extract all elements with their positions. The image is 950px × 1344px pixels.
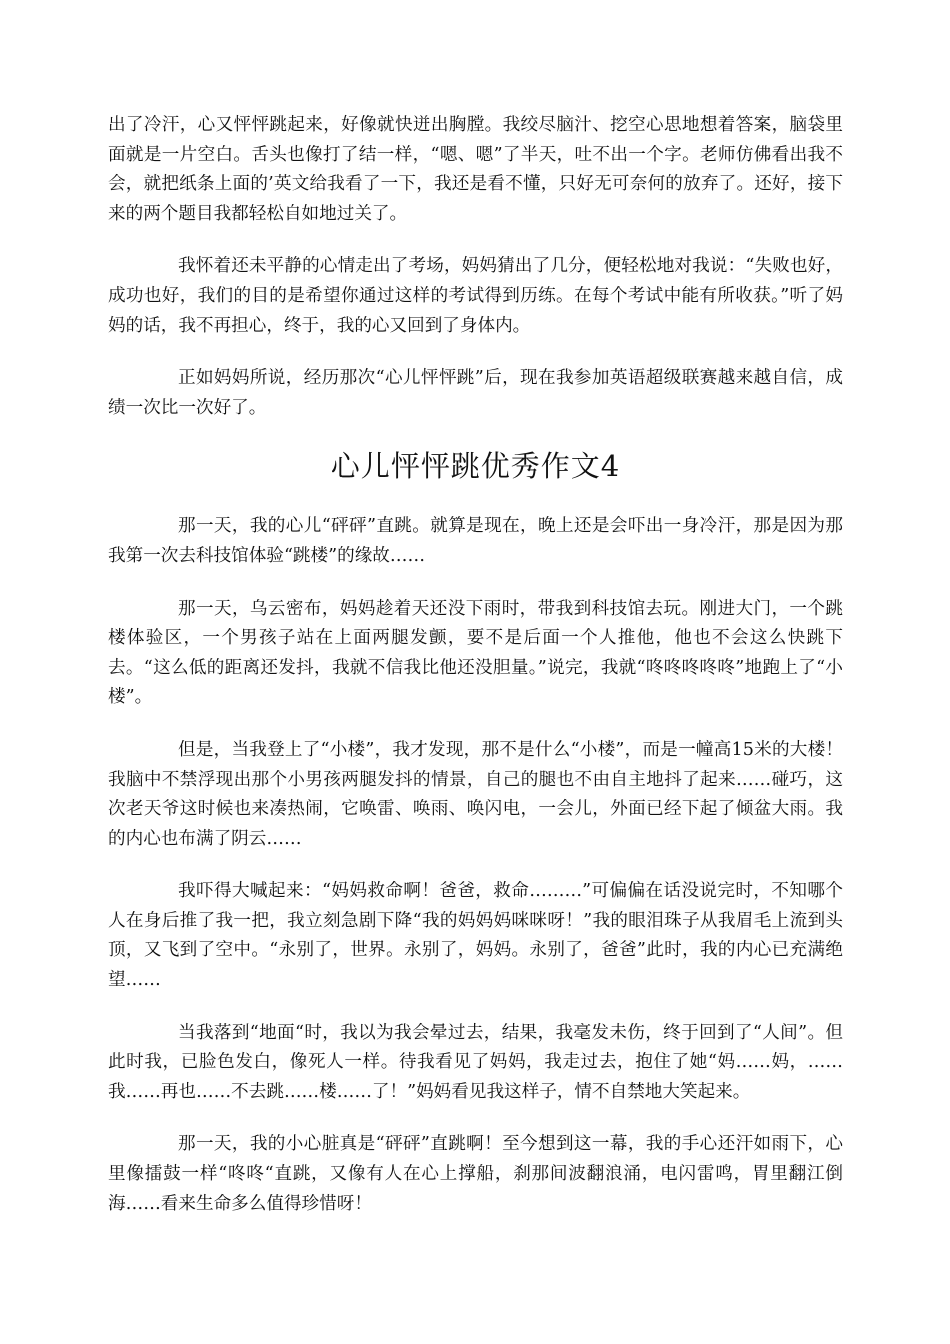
paragraph-ending: 那一天，我的小心脏真是“砰砰”直跳啊！至今想到这一幕，我的手心还汗如雨下，心里像擂鼓一样“咚咚“直跳，又像有人在心上撑船，刹那间波翻浪涌，电闪雷鸣，胃里翻江倒海……看来生命多么值得珍惜呀！ <box>108 1134 843 1214</box>
paragraph-tall-building: 但是，当我登上了“小楼”，我才发现，那不是什么“小楼”，而是一幢高15米的大楼！我脑中不禁浮现出那个小男孩两腿发抖的情景，自己的腿也不由自主地抖了起来……碰巧，这次老天爷这时候也来凑热闹，它唤雷、唤雨、唤闪电，一会儿，外面已经下起了倾盆大雨。我的内心也布满了阴云…… <box>108 739 843 849</box>
paragraph-conclusion: 正如妈妈所说，经历那次“心儿怦怦跳”后，现在我参加英语超级联赛越来越自信，成绩一次比一次好了。 <box>108 368 843 418</box>
document-page <box>108 111 843 1242</box>
section-title: 心儿怦怦跳优秀作文4 <box>330 449 621 484</box>
paragraph-leaving-exam: 我怀着还未平静的心情走出了考场，妈妈猜出了几分，便轻松地对我说：“失败也好，成功也好，我们的目的是希望你通过这样的考试得到历练。在每个考试中能有所收获。”听了妈妈的话，我不再担心，终于，我的心又回到了身体内。 <box>108 256 843 336</box>
paragraph-science-museum: 那一天，乌云密布，妈妈趁着天还没下雨时，带我到科技馆去玩。刚进大门，一个跳楼体验区，一个男孩子站在上面两腿发颤，要不是后面一个人推他，他也不会这么快跳下去。“这么低的距离还发抖，我就不信我比他还没胆量。”说完，我就“咚咚咚咚咚”地跑上了“小楼”。 <box>108 598 843 708</box>
paragraph-landing: 当我落到“地面“时，我以为我会晕过去，结果，我毫发未伤，终于回到了“人间”。但此时我，已脸色发白，像死人一样。待我看见了妈妈，我走过去，抱住了她“妈……妈，……我……再也……不去跳……楼……了！”妈妈看见我这样子，情不自禁地大笑起来。 <box>108 1022 843 1102</box>
paragraph-falling: 我吓得大喊起来：“妈妈救命啊！爸爸，救命………”可偏偏在话没说完时，不知哪个人在身后推了我一把，我立刻急剧下降“我的妈妈妈咪咪呀！”我的眼泪珠子从我眉毛上流到头顶，又飞到了空中。“永别了，世界。永别了，妈妈。永别了，爸爸”此时，我的内心已充满绝望…… <box>108 881 843 991</box>
paragraph-continuation: 出了冷汗，心又怦怦跳起来，好像就快迸出胸膛。我绞尽脑汁、挖空心思地想着答案，脑袋里面就是一片空白。舌头也像打了结一样，“嗯、嗯”了半天，吐不出一个字。老师仿佛看出我不会，就把纸条上面的’英文给我看了一下，我还是看不懂，只好无可奈何的放弃了。还好，接下来的两个题目我都轻松自如地过关了。 <box>108 115 843 224</box>
paragraph-intro: 那一天，我的心儿“砰砰”直跳。就算是现在，晚上还是会吓出一身冷汗，那是因为那我第一次去科技馆体验“跳楼”的缘故…… <box>108 516 843 566</box>
